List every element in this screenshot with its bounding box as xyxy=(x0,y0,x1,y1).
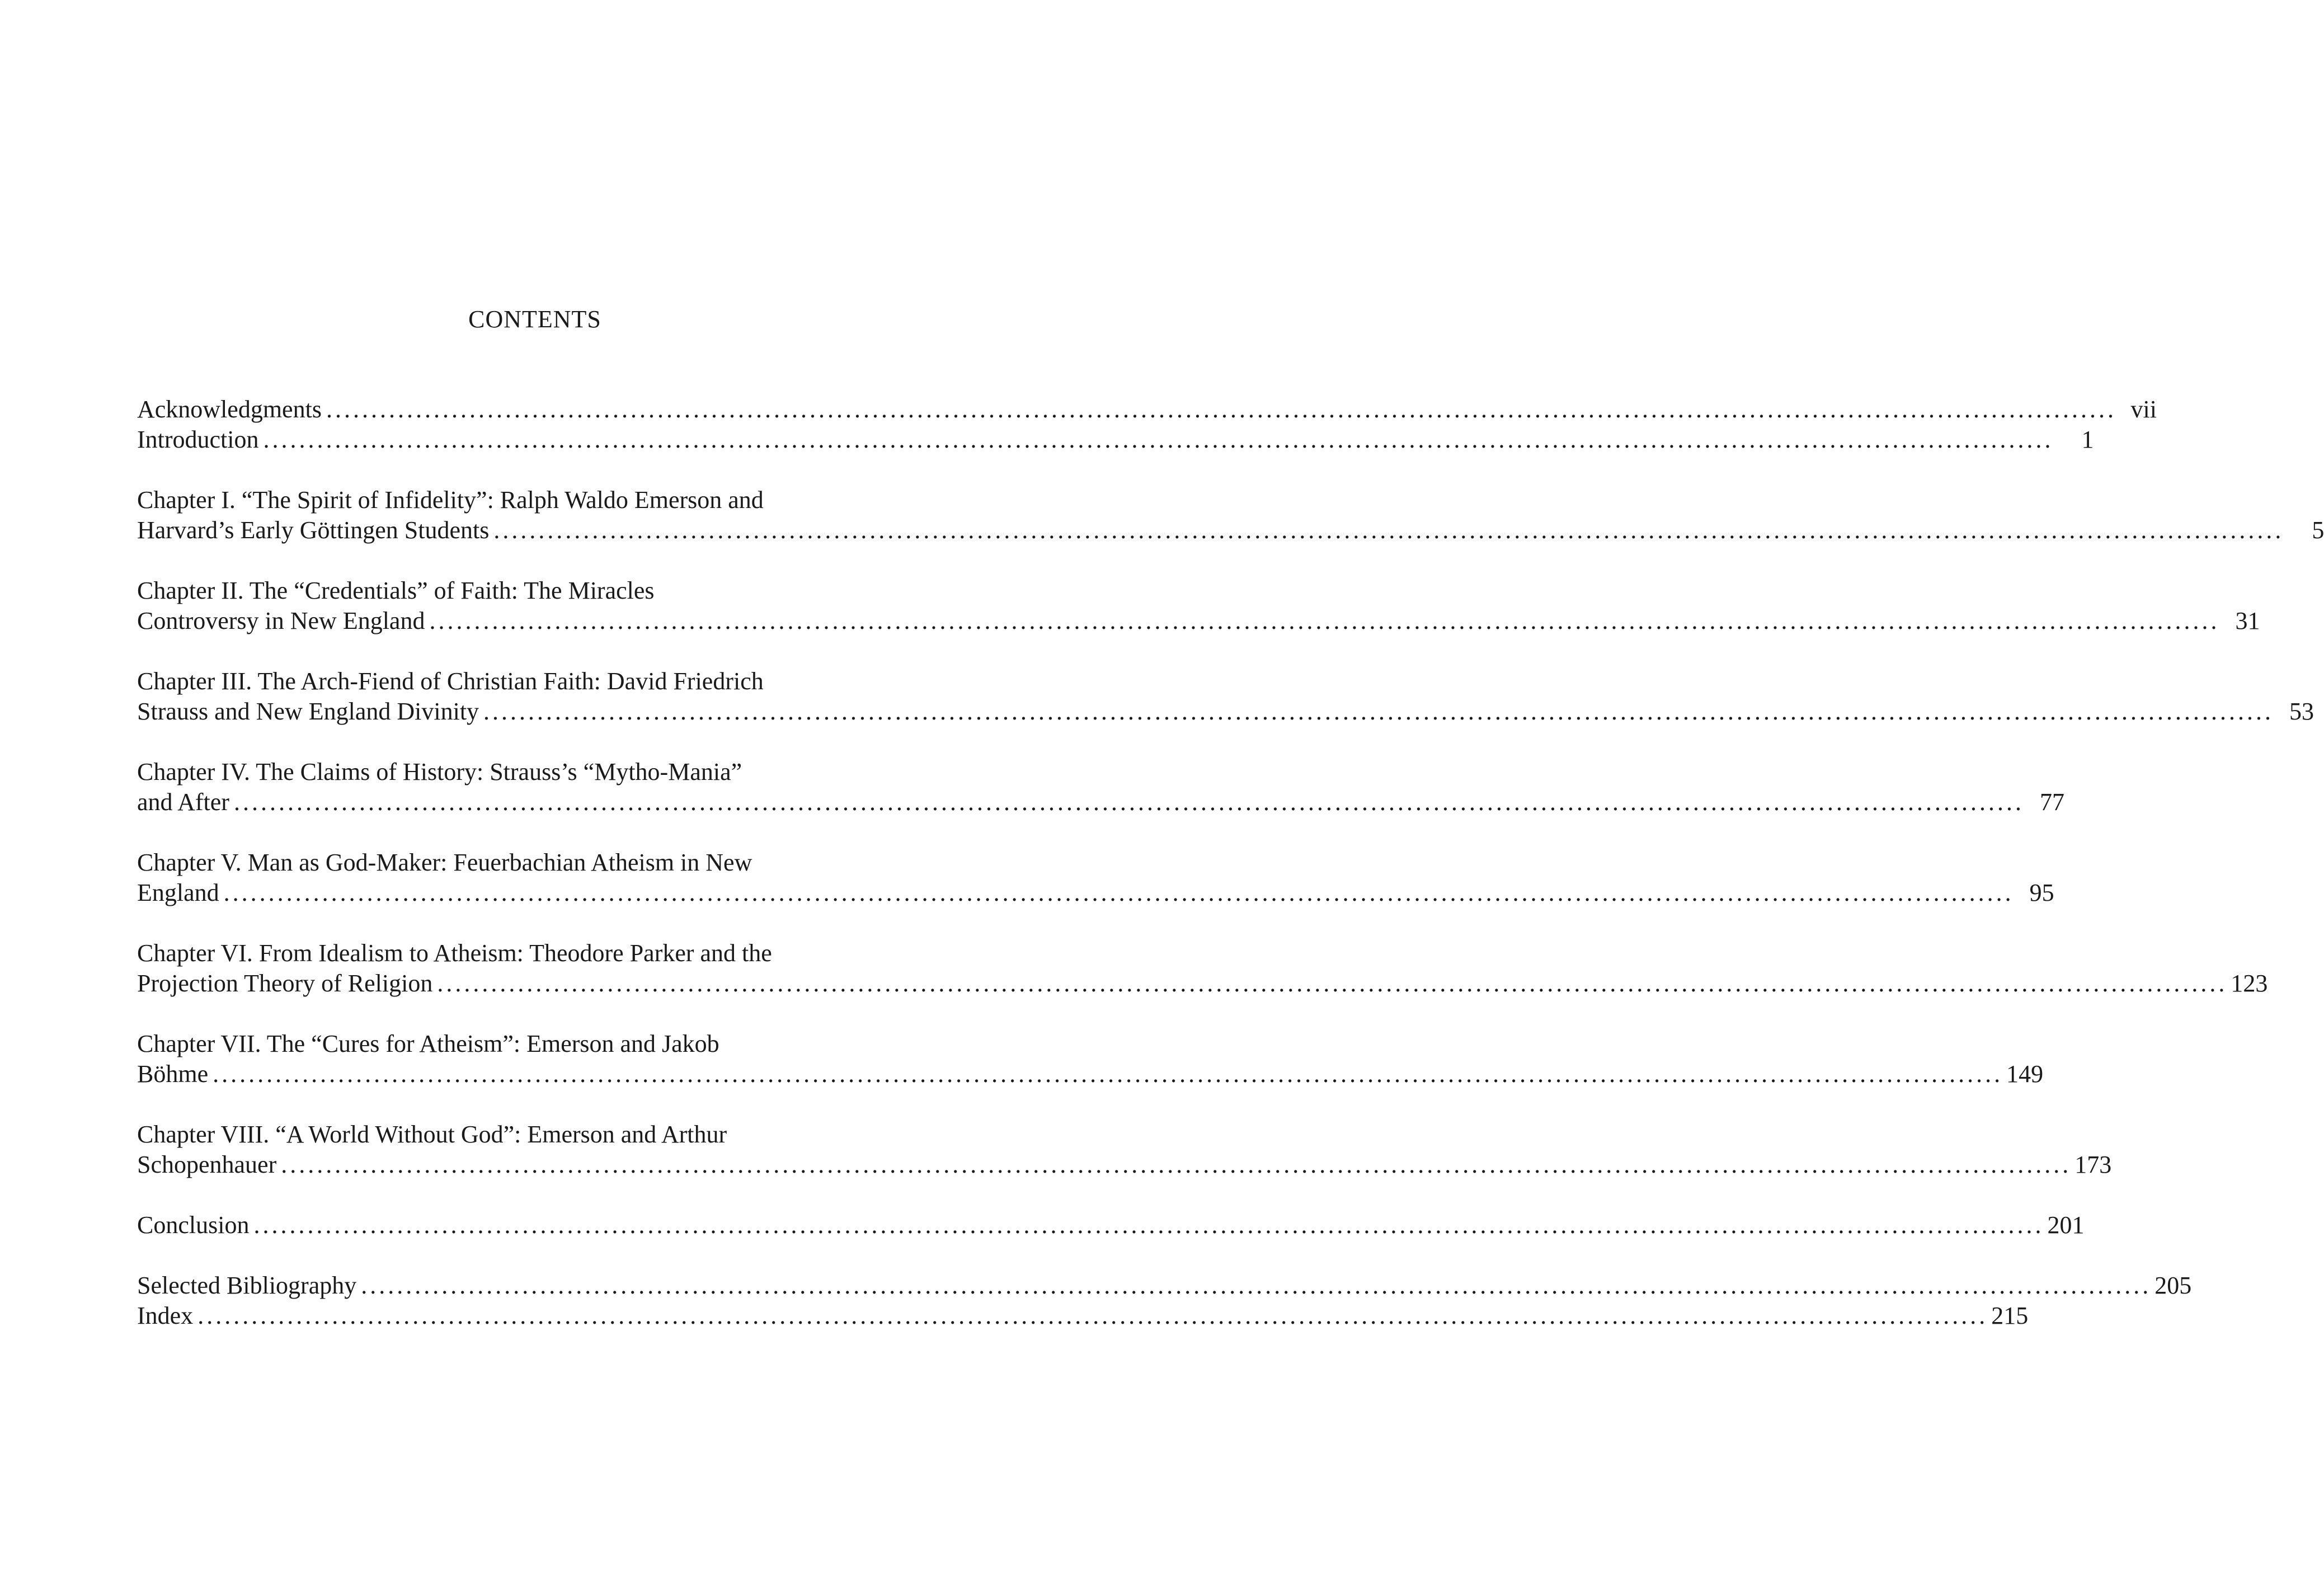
toc-entry-index[interactable] xyxy=(137,1301,2029,1331)
toc-entry-title-last-line xyxy=(137,515,2324,545)
toc-entry-title: Selected Bibliography xyxy=(137,1272,357,1299)
toc-entry-chapter-7[interactable] xyxy=(137,1029,2044,1089)
toc-entry-title-line: Chapter II. The “Credentials” of Faith: The Miracles xyxy=(137,577,655,604)
toc-page-number: 123 xyxy=(2231,970,2268,997)
toc-entry-title: Schopenhauer xyxy=(137,1151,277,1178)
dot-leader: ........................................................................................................................................................................................................ xyxy=(197,1302,1988,1329)
toc-entry-chapter-1[interactable] xyxy=(137,485,2324,545)
toc-entry-title: and After xyxy=(137,788,229,816)
toc-entry-title-last-line xyxy=(137,1150,2112,1180)
dot-leader: ........................................................................................................................................................................................................ xyxy=(263,426,2054,453)
dot-leader: ........................................................................................................................................................................................................ xyxy=(213,1060,2003,1088)
toc-group-conclusion xyxy=(137,1210,2085,1240)
dot-leader: ........................................................................................................................................................................................................ xyxy=(493,516,2284,544)
toc-entry-title-line: Chapter VII. The “Cures for Atheism”: Emerson and Jakob xyxy=(137,1030,719,1057)
toc-entry-title: England xyxy=(137,879,219,906)
toc-entry-title-last-line xyxy=(137,1059,2044,1089)
dot-leader: ........................................................................................................................................................................................................ xyxy=(437,970,2228,997)
toc-entry-chapter-3[interactable] xyxy=(137,666,2314,727)
toc-page-number: vii xyxy=(2130,396,2157,423)
toc-entry-acknowledgments[interactable] xyxy=(137,394,2157,425)
toc-entry-title-line: Chapter III. The Arch-Fiend of Christian Faith: David Friedrich xyxy=(137,667,764,695)
toc-page-number: 31 xyxy=(2235,607,2260,634)
toc-entry-chapter-2[interactable] xyxy=(137,576,2260,636)
dot-leader: ........................................................................................................................................................................................................ xyxy=(223,879,2014,906)
toc-page-number: 53 xyxy=(2289,698,2314,725)
dot-leader: ........................................................................................................................................................................................................ xyxy=(483,698,2274,725)
toc-entry-title: Acknowledgments xyxy=(137,396,322,423)
toc-entry-title-line: Chapter I. “The Spirit of Infidelity”: Ralph Waldo Emerson and xyxy=(137,486,764,514)
toc-group-front-matter xyxy=(137,394,2157,455)
dot-leader: ........................................................................................................................................................................................................ xyxy=(429,607,2220,634)
toc-entry-chapter-8[interactable] xyxy=(137,1120,2112,1180)
dot-leader: ........................................................................................................................................................................................................ xyxy=(281,1151,2072,1178)
toc-page-number: 215 xyxy=(1991,1302,2029,1329)
toc-entry-title: Conclusion xyxy=(137,1211,250,1239)
contents-heading-text: CONTENTS xyxy=(468,305,601,333)
toc-entry-title: Index xyxy=(137,1302,194,1329)
toc-entry-conclusion[interactable] xyxy=(137,1210,2085,1240)
toc-entry-chapter-6[interactable] xyxy=(137,938,2268,999)
toc-entry-chapter-4[interactable] xyxy=(137,757,2064,817)
toc-page-number: 1 xyxy=(2081,426,2094,453)
dot-leader: ........................................................................................................................................................................................................ xyxy=(253,1211,2044,1239)
toc-entry-introduction[interactable] xyxy=(137,425,2094,455)
toc-page-number: 201 xyxy=(2047,1211,2085,1239)
toc-page-number: 5 xyxy=(2312,516,2324,544)
toc-entry-title: Harvard’s Early Göttingen Students xyxy=(137,516,490,544)
toc-entry-title-last-line xyxy=(137,697,2314,727)
toc-entry-chapter-5[interactable] xyxy=(137,848,2054,908)
toc-page-number: 205 xyxy=(2154,1272,2192,1299)
toc-entry-title: Böhme xyxy=(137,1060,209,1088)
toc-entry-bibliography[interactable] xyxy=(137,1271,2192,1301)
contents-heading xyxy=(0,305,1058,333)
toc-entry-title-last-line xyxy=(137,878,2054,908)
toc-entry-title-line: Chapter IV. The Claims of History: Strauss’s “Mytho-Mania” xyxy=(137,758,742,786)
toc-page-number: 77 xyxy=(2039,788,2064,816)
toc-page-number: 149 xyxy=(2006,1060,2044,1088)
toc-entry-title-last-line xyxy=(137,968,2268,999)
dot-leader: ........................................................................................................................................................................................................ xyxy=(361,1272,2152,1299)
dot-leader: ........................................................................................................................................................................................................ xyxy=(233,788,2024,816)
toc-entry-title: Projection Theory of Religion xyxy=(137,970,433,997)
toc-page-number: 173 xyxy=(2074,1151,2112,1178)
toc-entry-title-last-line xyxy=(137,787,2064,817)
toc-entry-title: Strauss and New England Divinity xyxy=(137,698,479,725)
toc-page-number: 95 xyxy=(2029,879,2054,906)
toc-entry-title-last-line xyxy=(137,606,2260,636)
toc-entry-title: Introduction xyxy=(137,426,259,453)
toc-entry-title-line: Chapter V. Man as God-Maker: Feuerbachian Atheism in New xyxy=(137,849,752,876)
toc-entry-title: Controversy in New England xyxy=(137,607,425,634)
toc-entry-title-line: Chapter VIII. “A World Without God”: Emerson and Arthur xyxy=(137,1121,727,1148)
dot-leader: ........................................................................................................................................................................................................ xyxy=(326,396,2116,423)
toc-entry-title-line: Chapter VI. From Idealism to Atheism: Theodore Parker and the xyxy=(137,939,772,967)
toc-group-back-matter xyxy=(137,1271,2192,1331)
table-of-contents xyxy=(137,394,2324,1361)
